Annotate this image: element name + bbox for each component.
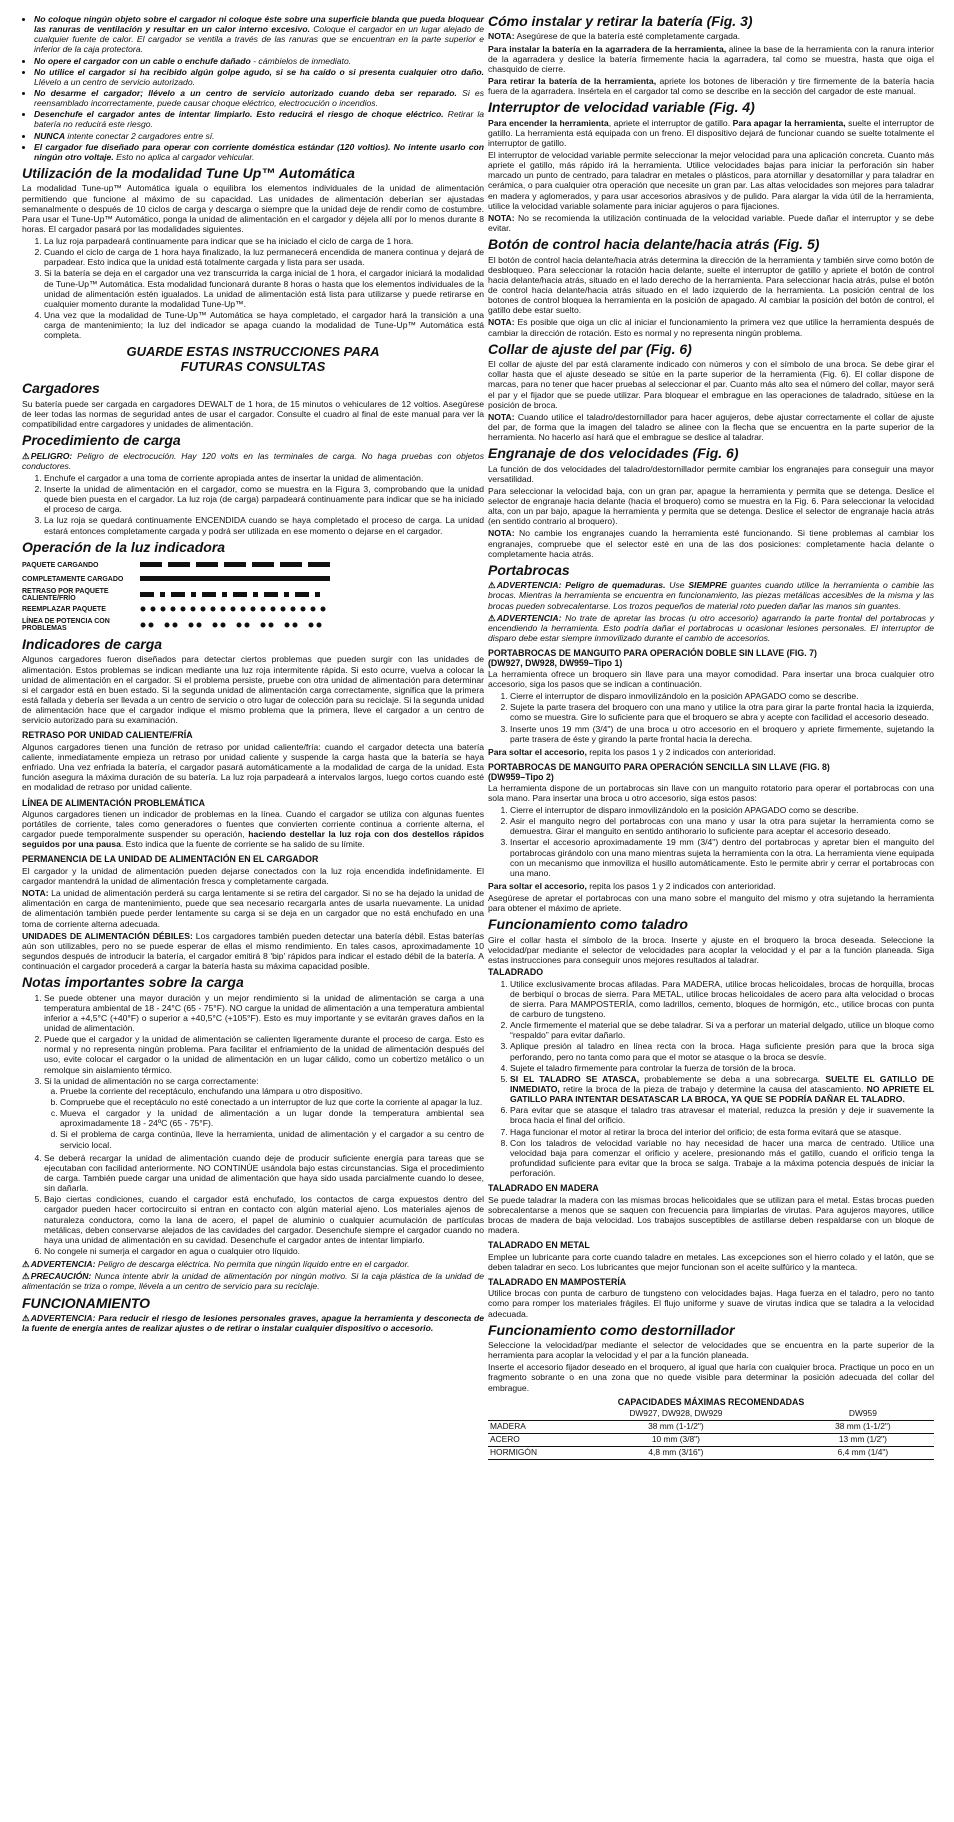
list-item: 3. Si la unidad de alimentación no se carga correctamente: a. Pruebe la corriente del receptáculo, enchufando una lámpara u otro dispositivo. b. Compruebe que el receptáculo no esté conectado a un interruptor de luz que corte la corriente al apagar la luz. c. Mueva el cargador y la unidad de alimentación a un lugar donde la temperatura ambiental sea aproximadamente 18 - 24ºC (65 - 75°F). d. Si el problema de carga continúa, lleve la herramienta, unidad de alimentación y el cargador a su centro de servicio local. bbox=[44, 1076, 484, 1150]
charger-safety-list bbox=[22, 14, 484, 162]
paragraph: Para encender la herramienta, apriete el interruptor de gatillo. Para apagar la herramienta, suelte el interruptor de gatillo. La herramienta está equipada con un freno. El dispositivo dejará de funcionar cuando se suelte totalmente el interruptor de gatillo. bbox=[488, 117, 935, 148]
paragraph: La herramienta dispone de un portabrocas sin llave con un manguito rotatorio para operar el portabrocas con una sola mano. Para insertar una broca u otro accesorio, siga estos pasos: bbox=[488, 782, 934, 803]
section-heading: Collar de ajuste del par (Fig. 6) bbox=[488, 340, 692, 357]
blink-pattern-icon bbox=[140, 592, 330, 598]
section-heading: Funcionamiento como destornillador bbox=[488, 1321, 735, 1338]
table-row: MADERA 38 mm (1-1/2") 38 mm (1-1/2") bbox=[488, 1421, 934, 1434]
sub-list bbox=[44, 1086, 484, 1150]
list-item: 4. Sujete el taladro firmemente para controlar la fuerza de torsión de la broca. bbox=[510, 1063, 934, 1073]
section-heading: Cargadores bbox=[22, 380, 100, 397]
note-paragraph: NOTA: La unidad de alimentación perderá su carga lentamente si se retira del cargador. Si no se ha dejado la unidad de alimentación en carga de mantenimiento, puede que sea necesario recargarla antes de usarla nuevamente. La unidad de alimentación también puede perder lentamente su carga si se deja en un cargador que no está enchufado en una toma de corriente alterna adecuada. bbox=[22, 888, 484, 929]
list-item: 1. Cierre el interruptor de disparo inmovilizándolo en la posición APAGADO como se describe. bbox=[510, 805, 934, 815]
paragraph: UNIDADES DE ALIMENTACIÓN DÉBILES: Los cargadores también pueden detectar una batería débil. Estas baterías aún son utilizables, pero no se puede esperar de ellas el mismo rendimiento. En tales casos, aproximadamente 10 segundos después de introducir la batería, el cargador emitirá 8 'bip' rápidos para indicar el estado débil de la batería. A continuación el cargador procederá a cargar la batería hasta su máxima capacidad posible. bbox=[22, 930, 484, 972]
table-row: ACERO 10 mm (3/8") 13 mm (1/2") bbox=[488, 1433, 934, 1446]
paragraph: Algunos cargadores tienen una función de retraso por unidad caliente/fría: cuando el cargador detecta una batería caliente, inmediatamente empieza un retraso por unidad caliente y suspende la carga hasta que la batería se haya enfriado. Una vez enfriada la batería, el cargador pasará automáticamente a la modalidad de carga de la unidad. Esta función asegura la máxima duración de su batería. La luz roja parpadeará a intervalos largos, luego cortos cuando esté en modalidad de retraso por unidad caliente. bbox=[22, 741, 484, 793]
paragraph: Asegúrese de apretar el portabrocas con una mano sobre el manguito del mismo y otra sujetando la herramienta para obtener el máximo de apriete. bbox=[488, 893, 934, 914]
section-heading: Botón de control hacia delante/hacia atrás (Fig. 5) bbox=[488, 236, 820, 253]
note-paragraph: NOTA: Es posible que oiga un clic al iniciar el funcionamiento la primera vez que utilice la herramienta después de cambiar la dirección de rotación. Esto es normal y no representa ningún problema. bbox=[488, 317, 934, 338]
list-item: c. Mueva el cargador y la unidad de alimentación a un lugar donde la temperatura ambiental sea aproximadamente 18 - 24ºC (65 - 75°F). bbox=[60, 1108, 484, 1128]
section-heading: Operación de la luz indicadora bbox=[22, 538, 226, 555]
section-heading: Indicadores de carga bbox=[22, 636, 163, 653]
right-column bbox=[488, 14, 934, 1460]
list-item: • No coloque ningún objeto sobre el cargador ni coloque éste sobre una superficie blanda que pueda bloquear las ranuras de ventilación y resultar en un calor interno excesivo. Coloque el cargador en un lugar alejado de cualquier fuente de calor. El cargador se ventila a través de las ranuras que se encuentran en la parte superior e inferior de la caja protectora. bbox=[34, 14, 484, 55]
list-item: • Desenchufe el cargador antes de intentar limpiarlo. Esto reducirá el riesgo de choque eléctrico. Retirar la batería no reducirá este riesgo. bbox=[34, 109, 484, 129]
note-paragraph: NOTA: No cambie los engranajes cuando la herramienta esté funcionando. Si tiene problemas al cambiar los engranajes, compruebe que el selector esté en una de las dos posiciones: completamente hacia delante o completamente hacia atrás. bbox=[488, 528, 934, 559]
list-item: 3. Inserte unos 19 mm (3/4") de una broca u otro accesorio en el broquero y apriete firmemente, sujetando la parte trasera de éste y girando la parte frontal hacia la derecha. bbox=[510, 724, 934, 744]
note-paragraph: NOTA: No se recomienda la utilización continuada de la velocidad variable. Puede dañar el interruptor y se debe evitar. bbox=[488, 212, 934, 234]
left-column bbox=[22, 14, 484, 1335]
list-item: 8. Con los taladros de velocidad variable no hay necesidad de hacer una marca de centrado. Utilice una velocidad baja para comenzar el orificio y acelere, presionando más el gatillo, cuando el orificio tenga la profundidad suficiente para evitar que la broca se salga. Trabaje a la máxima potencia después de iniciar la perforación. bbox=[510, 1138, 934, 1179]
list-item: 2. Cuando el ciclo de carga de 1 hora haya finalizado, la luz permanecerá encendida de manera continua y dejará de parpadear. Esto indica que la unidad está totalmente cargada y lista para ser usada. bbox=[44, 247, 484, 267]
list-item: 1. Cierre el interruptor de disparo inmovilizándolo en la posición APAGADO como se describe. bbox=[510, 691, 934, 701]
capacity-table bbox=[488, 1408, 934, 1460]
warning-notice: ⚠ADVERTENCIA: Para reducir el riesgo de lesiones personales graves, apague la herramienta y desconecta de la fuente de energía antes de realizar ajustes o de retirar o instalar cualquier dispositivo o accesorio. bbox=[22, 1312, 484, 1334]
section-heading: Portabrocas bbox=[488, 561, 570, 578]
indicator-row-power-line: LÍNEA DE POTENCIA CON PROBLEMAS bbox=[22, 618, 484, 632]
list-item: • No utilice el cargador si ha recibido algún golpe agudo, si se ha caído o si presenta cualquier otro daño. Llévelo a un centro de servicio autorizado. bbox=[34, 67, 484, 87]
tuneup-steps bbox=[22, 236, 484, 340]
subsection-heading: RETRASO POR UNIDAD CALIENTE/FRÍA bbox=[22, 730, 193, 741]
list-item: 3. Si la batería se deja en el cargador una vez transcurrida la carga inicial de 1 hora, el cargador iniciará la modalidad de Tune-Up™ Automática. Esta modalidad funcionará durante 8 horas o hasta que los elementos individuales de la unidad de alimentación estén igualados. La unidad de alimentación está lista para utilizarse y puede retirarse en cualquier momento durante la modalidad Tune-Up™. bbox=[44, 268, 484, 309]
warning-triangle-icon: ⚠ bbox=[488, 580, 496, 591]
list-item: a. Pruebe la corriente del receptáculo, enchufando una lámpara u otro dispositivo. bbox=[60, 1086, 484, 1096]
warning-notice: ⚠ADVERTENCIA: No trate de apretar las brocas (u otro accesorio) agarrando la parte frontal del portabrocas y encendiendo la herramienta. Esto podría dañar el portabrocas u ocasionar lesiones personales. El interruptor de disparo debe estar siempre inmovilizado durante el cambio de accesorios. bbox=[488, 612, 934, 643]
list-item: 3. Insertar el accesorio aproximadamente 19 mm (3/4") dentro del portabrocas y apretar bien el manguito del portabrocas girándolo con una mano mientras sujeta la herramienta con la otra. La herramienta viene equipada con un mecanismo que inmoviliza el husillo automáticamente. Esto le permite abrir y cerrar el portabrocas con una mano. bbox=[510, 837, 934, 878]
list-item: 3. La luz roja se quedará continuamente ENCENDIDA cuando se haya completado el proceso de carga. La unidad estará entonces completamente cargada y podrá ser utilizada en ese momento o dejarse en el cargador. bbox=[44, 515, 484, 535]
paragraph: Para soltar el accesorio, repita los pasos 1 y 2 indicados con anterioridad. bbox=[488, 880, 776, 891]
section-heading: Utilización de la modalidad Tune Up™ Automática bbox=[22, 164, 355, 181]
save-instructions-heading: GUARDE ESTAS INSTRUCCIONES PARA FUTURAS CONSULTAS bbox=[126, 344, 380, 375]
list-item: 4. Una vez que la modalidad de Tune-Up™ Automática se haya completado, el cargador hará la transición a una carga de mantenimiento; la luz del indicador se apaga cuando la modalidad de Tune-Up™ Automática está completa. bbox=[44, 310, 484, 340]
warning-notice: ⚠ADVERTENCIA: Peligro de descarga eléctrica. No permita que ningún líquido entre en el cargador. bbox=[22, 1259, 410, 1270]
list-item: • NUNCA intente conectar 2 cargadores entre sí. bbox=[34, 131, 484, 141]
subsection-heading: TALADRADO bbox=[488, 967, 544, 978]
subsection-heading: PORTABROCAS DE MANGUITO PARA OPERACIÓN DOBLE SIN LLAVE (FIG. 7) (DW927, DW928, DW959–Tipo 1) bbox=[488, 648, 817, 669]
charging-notes-list bbox=[22, 993, 484, 1257]
charging-steps bbox=[22, 473, 484, 536]
list-item: 1. Utilice exclusivamente brocas afiladas. Para MADERA, utilice brocas helicoidales, brocas de horquilla, brocas de berbiquí o brocas de sierra. Para METAL, utilice brocas helicoidales de acero para alta velocidad o brocas de sierra. Para MAMPOSTERÍA, como ladrillos, cemento, bloques de hormigón, etc., utilice brocas con punta de carburo de tungsteno. bbox=[510, 979, 934, 1020]
warning-triangle-icon: ⚠ bbox=[488, 612, 496, 623]
drilling-steps bbox=[488, 979, 934, 1179]
table-row: HORMIGÓN 4,8 mm (3/16") 6,4 mm (1/4") bbox=[488, 1446, 934, 1459]
list-item: d. Si el problema de carga continúa, lleve la herramienta, unidad de alimentación y el cargador a su centro de servicio local. bbox=[60, 1129, 484, 1149]
paragraph: Se puede taladrar la madera con las mismas brocas helicoidales que se utilizan para el metal. Estas brocas pueden sobrecalentarse a menos que se saquen con frecuencia para limpiarlas de virutas. Para agujeros mayores, utilice brocas de madera de baja velocidad. Los trabajos susceptibles de astillarse deben respaldarse con un bloque de madera. bbox=[488, 1194, 934, 1236]
list-item: 3. Aplique presión al taladro en línea recta con la broca. Haga suficiente presión para que la broca siga perforando, pero no tanta como para que el motor se atasque o la broca se desvíe. bbox=[510, 1041, 934, 1061]
paragraph: Inserte el accesorio fijador deseado en el broquero, al igual que haría con cualquier broca. Practique un poco en un fragmento sobrante o en una zona que no quede visible para determinar la posición adecuada del collar del embrague. bbox=[488, 1362, 934, 1393]
list-item: 5. SI EL TALADRO SE ATASCA, probablemente se deba a una sobrecarga. SUELTE EL GATILLO DE INMEDIATO, retire la broca de la pieza de trabajo y determine la causa del atascamiento. NO APRIETE EL GATILLO PARA INTENTAR DESATASCAR LA BROCA, YA QUE SE PODRÍA DAÑAR EL TALADRO. bbox=[510, 1074, 934, 1104]
list-item: 2. Asir el manguito negro del portabrocas con una mano y usar la otra para sujetar la herramienta como se demuestra. Girar el manguito en sentido antihorario lo suficiente para aceptar el accesorio deseado. bbox=[510, 816, 934, 836]
paragraph: La herramienta ofrece un broquero sin llave para una mayor comodidad. Para insertar una broca cualquier otro accesorio, siga los pasos que se indican a continuación. bbox=[488, 668, 934, 689]
blink-pattern-icon bbox=[140, 562, 330, 568]
subsection-heading: TALADRADO EN MADERA bbox=[488, 1183, 599, 1194]
section-heading: Notas importantes sobre la carga bbox=[22, 974, 244, 991]
subsection-heading: LÍNEA DE ALIMENTACIÓN PROBLEMÁTICA bbox=[22, 797, 205, 808]
paragraph: La función de dos velocidades del taladro/destornillador permite cambiar los engranajes para conseguir una mayor versatilidad. bbox=[488, 463, 934, 484]
paragraph: Su batería puede ser cargada en cargadores DEWALT de 1 hora, de 15 minutos o vehiculares de 12 voltios. Asegúrese de leer todas las normas de seguridad antes de usar el cargador. Consulte el cuadro al final de este manual para ver la compatibilidad entre cargadores y unidades de alimentación. bbox=[22, 398, 484, 430]
warning-triangle-icon: ⚠ bbox=[22, 1259, 30, 1270]
paragraph: Para retirar la batería de la herramienta, apriete los botones de liberación y tire firmemente de la batería hacia fuera de la agarradera. Insértela en el cargador tal como se describe en la sección del cargador de este manual. bbox=[488, 75, 934, 97]
paragraph: Para soltar el accesorio, repita los pasos 1 y 2 indicados con anterioridad. bbox=[488, 746, 776, 757]
list-item: • El cargador fue diseñado para operar con corriente doméstica estándar (120 voltios). No intente usarlo con ningún otro voltaje. Esto no aplica al cargador vehicular. bbox=[34, 142, 484, 162]
subsection-heading: PORTABROCAS DE MANGUITO PARA OPERACIÓN SENCILLA SIN LLAVE (FIG. 8) (DW959–Tipo 2) bbox=[488, 761, 830, 783]
paragraph: El cargador y la unidad de alimentación pueden dejarse conectados con la luz roja encendida indefinidamente. El cargador mantendrá la unidad de alimentación fresca y completamente cargada. bbox=[22, 865, 484, 886]
double-sleeve-steps bbox=[488, 691, 934, 744]
table-header-row: DW927, DW928, DW929 DW959 bbox=[488, 1408, 934, 1420]
indicator-row-hot-cold: RETRASO POR PAQUETE CALIENTE/FRÍO bbox=[22, 588, 484, 602]
list-item: 1. Enchufe el cargador a una toma de corriente apropiada antes de insertar la unidad de alimentación. bbox=[44, 473, 484, 483]
paragraph: La modalidad Tune-up™ Automática iguala o equilibra los elementos individuales de la unidad de alimentación permitiendo que funcione al máximo de su capacidad. Las unidades de alimentación deberían ser ajustadas semanalmente o después de 10 ciclos de carga y descarga o siempre que la unidad deje de rendir como de costumbre. Para usar el Tune-Up™ Automático, ponga la unidad de alimentación en el cargador y déjela allí por lo menos durante 8 horas. El cargador pasará por las modalidades siguientes. bbox=[22, 183, 484, 234]
list-item: 6. Para evitar que se atasque el taladro tras atravesar el material, reduzca la presión y deje ir suavemente la broca hacia el final del orificio. bbox=[510, 1105, 934, 1125]
indicator-row-charging: PAQUETE CARGANDO bbox=[22, 558, 484, 572]
list-item: 2. Inserte la unidad de alimentación en el cargador, como se muestra en la Figura 3, comprobando que la unidad quede bien puesta en el cargador. La luz roja (de carga) parpadeará continuamente para indicar que se ha iniciado el proceso de carga. bbox=[44, 484, 484, 514]
note-paragraph: NOTA: Asegúrese de que la batería esté completamente cargada. bbox=[488, 31, 741, 42]
list-item: 5. Bajo ciertas condiciones, cuando el cargador está enchufado, los contactos de carga expuestos dentro del cargador pueden hacer cortocircuito si entran en contacto con algún material ajeno. Los materiales ajenos de naturaleza conductora, como la lana de acero, el papel de aluminio o cualquier acumulación de partículas metálicas, deben conservarse alejados de las cavidades del cargador. Desenchufe siempre el cargador cuando no haya una unidad de alimentación en su cavidad. Desenchufe el cargador antes de intentar limpiarlo. bbox=[44, 1194, 484, 1245]
subsection-heading: PERMANENCIA DE LA UNIDAD DE ALIMENTACIÓN EN EL CARGADOR bbox=[22, 854, 319, 865]
list-item: 1. Se puede obtener una mayor duración y un mejor rendimiento si la unidad de alimentación se carga a una temperatura ambiental de 18 - 24°C (65 - 75°F). NO cargue la unidad de alimentación a una temperatura ambiental inferior a +4,5°C (+40°F) o superior a +40,5°C (+105°F). Esto es muy importante y se evitarán graves daños en la unidad de alimentación. bbox=[44, 993, 484, 1034]
double-blink-icon bbox=[140, 622, 330, 628]
capacity-table-title: CAPACIDADES MÁXIMAS RECOMENDADAS bbox=[617, 1396, 805, 1407]
list-item: 7. Haga funcionar el motor al retirar la broca del interior del orificio; de esta forma evitará que se atasque. bbox=[510, 1127, 934, 1137]
indicator-light-chart bbox=[22, 558, 484, 632]
section-heading: Funcionamiento como taladro bbox=[488, 916, 688, 933]
paragraph: El interruptor de velocidad variable permite seleccionar la mejor velocidad para una aplicación concreta. Cuanto más apriete el gatillo, más rápido irá la herramienta. Utilice velocidades bajas para iniciar la perforación sin haber marcado un punto de centrado, para taladrar en metales o plásticos, para atornillar y desatornillar y para taladrar en cerámica, o para cualquier otra operación que necesite un gran par. Las altas velocidades son mejores para taladrar en madera y aglomerados, y para usar accesorios abrasivos y de pulido. Para alargar la vida útil de la herramienta, utilice la velocidad variable solamente para iniciar agujeros o para fijaciones. bbox=[488, 150, 934, 211]
section-heading: Procedimiento de carga bbox=[22, 432, 181, 449]
list-item: 1. La luz roja parpadeará continuamente para indicar que se ha iniciado el ciclo de carga de 1 hora. bbox=[44, 236, 484, 246]
list-item: 2. Ancle firmemente el material que se debe taladrar. Si va a perforar un material delgado, utilice un bloque como “respaldo” para evitar dañarlo. bbox=[510, 1020, 934, 1040]
note-paragraph: NOTA: Cuando utilice el taladro/destornillador para hacer agujeros, debe ajustar correctamente el collar de ajuste del par, de forma que la imagen del taladro se alinee con la flecha que se encuentra en la parte superior de la herramienta. No hacerlo así hará que el embrague se deslice al taladrar. bbox=[488, 411, 934, 443]
warning-notice: ⚠ADVERTENCIA: Peligro de quemaduras. Use SIEMPRE guantes cuando utilice la herramienta o cambie las brocas. Mientras la herramienta se encuentra en funcionamiento, las piezas metálicas accesibles de la misma y las brocas pueden sobrecalentarse. Los trozos pequeños de material roto pueden dañar las manos sin guantes. bbox=[488, 580, 934, 611]
paragraph: El collar de ajuste del par está claramente indicado con números y con el símbolo de una broca. Se debe girar el collar hasta que el ajuste deseado se sitúe en la parte superior de la herramienta (Fig. 6). El collar dispone de marcas, para no tener que hacer pruebas al seleccionar el par. Cuanto más alto sea el número del collar, mayor será el par y el fijador que se puede utilizar. Para bloquear el embrague en las operaciones de taladrado, sitúese en la posición de broca. bbox=[488, 359, 934, 410]
paragraph: El botón de control hacia delante/hacia atrás determina la dirección de la herramienta y también sirve como botón de desbloqueo. Para seleccionar la rotación hacia delante, suelte el interruptor de gatillo y apriete el botón de control hacia delante/hacia atrás, situado en el lado derecho de la herramienta. Para seleccionar hacia atrás, pulse el botón de control hacia delante/hacia atrás situado en el lado izquierdo de la herramienta. La posición central de los botones de control bloquea la herramienta en la posición de apagado. Al cambiar la posición del botón de control, el gatillo debe estar suelto. bbox=[488, 254, 934, 316]
danger-notice: ⚠PELIGRO: Peligro de electrocución. Hay 120 volts en las terminales de carga. No haga pruebas con objetos conductores. bbox=[22, 450, 484, 471]
subsection-heading: TALADRADO EN MAMPOSTERÍA bbox=[488, 1276, 627, 1287]
list-item: 6. No congele ni sumerja el cargador en agua o cualquier otro líquido. bbox=[44, 1246, 484, 1256]
warning-triangle-icon: ⚠ bbox=[22, 1312, 30, 1323]
section-heading: FUNCIONAMIENTO bbox=[22, 1294, 151, 1311]
section-heading: Interruptor de velocidad variable (Fig. 4) bbox=[488, 99, 755, 116]
caution-notice: ⚠PRECAUCIÓN: Nunca intente abrir la unidad de alimentación por ningún motivo. Si la caja plástica de la unidad de alimentación se triza o rompe, llévela a un centro de servicio para su reciclaje. bbox=[22, 1271, 484, 1292]
paragraph: Utilice brocas con punta de carburo de tungsteno con velocidades bajas. Haga fuerza en el taladro, pero no tanto como para romper los materiales frágiles. El flujo uniforme y suave de virutas indica que se taladra a la velocidad adecuada. bbox=[488, 1288, 934, 1319]
paragraph: Gire el collar hasta el símbolo de la broca. Inserte y ajuste en el broquero la broca deseada. Seleccione la velocidad/par mediante el selector de velocidades para acoplar la velocidad y el par a la función planeada. Siga estas instrucciones para conseguir unos mejores resultados al taladrar. bbox=[488, 934, 934, 966]
list-item: • No desarme el cargador; llévelo a un centro de servicio autorizado cuando deba ser reparado. Si es reensamblado incorrectamente, puede causar choque eléctrico, electrocución o incendios. bbox=[34, 88, 484, 108]
warning-triangle-icon: ⚠ bbox=[22, 450, 30, 461]
list-item: 2. Puede que el cargador y la unidad de alimentación se calienten ligeramente durante el proceso de carga. Esto es normal y no representa ningún problema. Para facilitar el enfriamiento de la unidad de alimentación después del uso, evite colocar el cargador o la unidad de alimentación en un lugar cálido, como un cobertizo metálico o un remolque sin aislamiento térmico. bbox=[44, 1034, 484, 1075]
fast-blink-icon bbox=[140, 606, 330, 612]
section-heading: Engranaje de dos velocidades (Fig. 6) bbox=[488, 445, 739, 462]
subsection-heading: TALADRADO EN METAL bbox=[488, 1240, 590, 1251]
indicator-row-charged: COMPLETAMENTE CARGADO bbox=[22, 572, 484, 586]
warning-triangle-icon: ⚠ bbox=[22, 1271, 30, 1282]
paragraph: Seleccione la velocidad/par mediante el selector de velocidades que se encuentra en la parte superior de la herramienta para acoplar la velocidad y el par a la función planeada. bbox=[488, 1340, 934, 1361]
indicator-row-replace: REEMPLAZAR PAQUETE bbox=[22, 602, 484, 616]
paragraph: Algunos cargadores fueron diseñados para detectar ciertos problemas que pueden surgir con las unidades de alimentación. Estos problemas se indican mediante una luz roja intermitente rápida. Si esto ocurre, vuelva a colocar la unidad de alimentación en el cargador. Si el problema persiste, pruebe con otra unidad de alimentación para determinar si el cargador está en buen estado. Si la segunda unidad de alimentación carga correctamente, significa que la primera está fallada y debería ser llevada a un centro de servicio o otro lugar de colección para su reciclaje. Si la segunda unidad de alimentación hace que el cargador indique el mismo problema que la primera, lleve el cargador a un centro de servicio autorizado para su examinación. bbox=[22, 654, 484, 726]
section-heading: Cómo instalar y retirar la batería (Fig. 3) bbox=[488, 13, 753, 29]
paragraph: Para seleccionar la velocidad baja, con un gran par, apague la herramienta y permita que se detenga. Deslice el selector de engranaje hacia delante (hacia el broquero) como se muestra en la Fig. 6. Para seleccionar la velocidad alta, con un par bajo, apague la herramienta y permita que se detenga. Deslice el selector de engranaje hacia atrás (en sentido contrario al broquero). bbox=[488, 485, 934, 527]
list-item: 4. Se deberá recargar la unidad de alimentación cuando deje de producir suficiente energía para tareas que se ejecutaban con facilidad anteriormente. NO CONTINÚE usándola bajo estas circunstancias. Siga el procedimiento de carga. También puede cargar una unidad de alimentación que haya sido usada parcialmente cuando lo desee, sin dañarla. bbox=[44, 1153, 484, 1194]
paragraph: Algunos cargadores tienen un indicador de problemas en la línea. Cuando el cargador se utiliza con algunas fuentes portátiles de corriente, tales como generadores o fuentes que convierten corriente continua a corriente alterna, el cargador puede temporalmente suspender su operación, haciendo destellar la luz roja con dos destellos rápidos seguidos por una pausa. Esto indica que la fuente de corriente se ha salido de su límite. bbox=[22, 808, 484, 850]
list-item: b. Compruebe que el receptáculo no esté conectado a un interruptor de luz que corte la corriente al apagar la luz. bbox=[60, 1097, 484, 1107]
list-item: 2. Sujete la parte trasera del broquero con una mano y utilice la otra para girar la parte frontal hacia la izquierda, como se muestra. Gire lo suficiente para que el broquero se abra y acepte con facilidad el accesorio deseado. bbox=[510, 702, 934, 722]
paragraph: Emplee un lubricante para corte cuando taladre en metales. Las excepciones son el hierro colado y el latón, que se deben taladrar en seco. Los lubricantes que mejor funcionan son el aceite sulfúrico y la manteca. bbox=[488, 1251, 934, 1272]
paragraph: Para instalar la batería en la agarradera de la herramienta, alinee la base de la herramienta con la ranura interior de la agarradera y deslice la batería firmemente hacia la agarradera, tal como se muestra, hasta que oiga el chasquido de cierre. bbox=[488, 43, 934, 74]
list-item: • No opere el cargador con un cable o enchufe dañado - cámbielos de inmediato. bbox=[34, 56, 484, 66]
single-sleeve-steps bbox=[488, 805, 934, 878]
solid-light-icon bbox=[140, 576, 330, 582]
